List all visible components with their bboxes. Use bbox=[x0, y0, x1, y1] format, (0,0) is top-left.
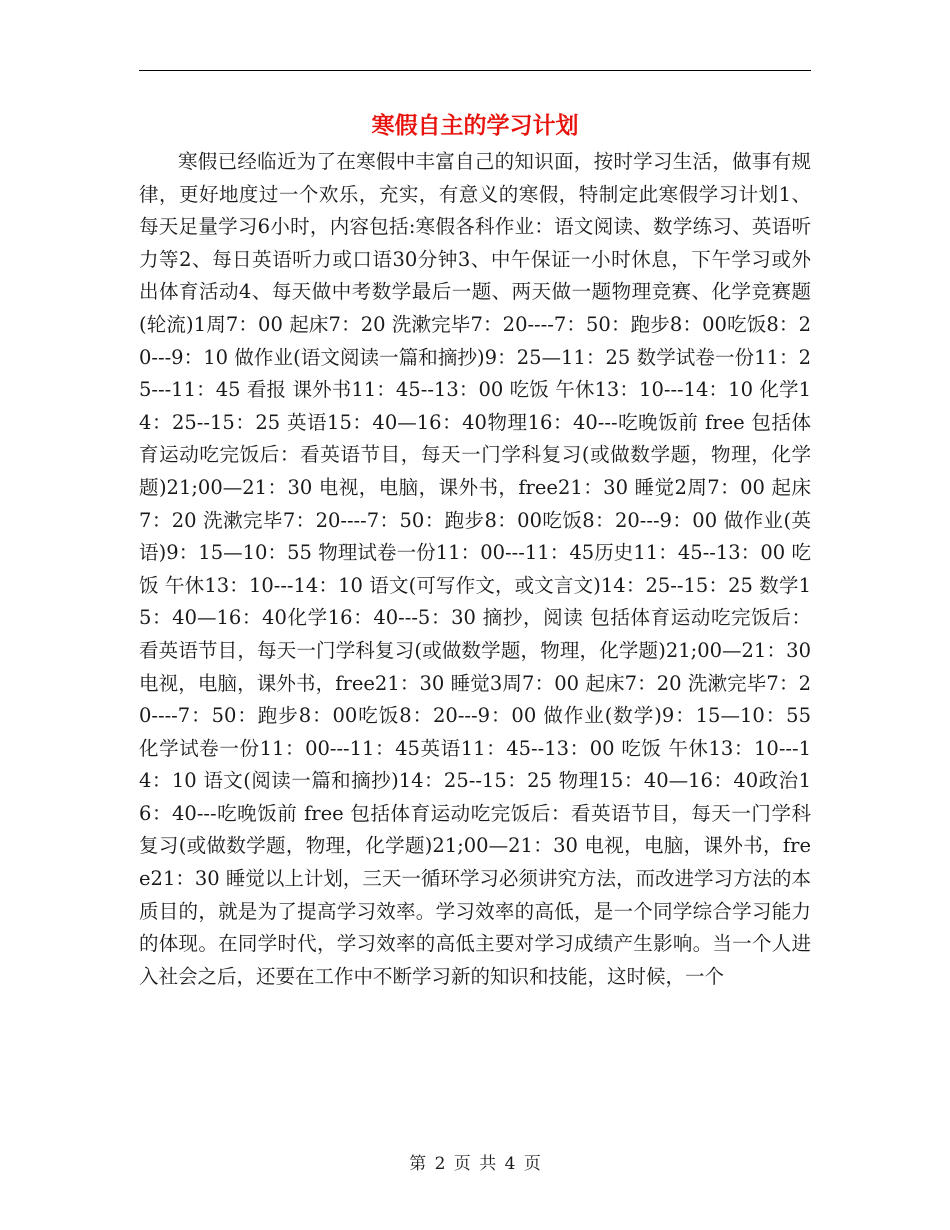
body-paragraph: 寒假已经临近为了在寒假中丰富自己的知识面，按时学习生活，做事有规律，更好地度过一个欢乐，充实，有意义的寒假，特制定此寒假学习计划1、每天足量学习6小时，内容包括:寒假各科作业：语文阅读、数学练习、英语听力等2、每日英语听力或口语30分钟3、中午保证一小时休息，下午学习或外出体育活动4、每天做中考数学最后一题、两天做一题物理竞赛、化学竞赛题(轮流)1周7：00 起床7：20 洗漱完毕7：20----7：50：跑步8：00吃饭8：20---9：10 做作业(语文阅读一篇和摘抄)9：25—11：25 数学试卷一份11：25---11：45 看报 课外书11：45--13：00 吃饭 午休13：10---14：10 化学14：25--15：25 英语15：40—16：40物理16：40---吃晚饭前 free 包括体育运动吃完饭后：看英语节目，每天一门学科复习(或做数学题，物理，化学题)21;00—21：30 电视，电脑，课外书，free21：30 睡觉2周7：00 起床7：20 洗漱完毕7：20----7：50：跑步8：00吃饭8：20---9：00 做作业(英语)9：15—10：55 物理试卷一份11：00---11：45历史11：45--13：00 吃饭 午休13：10---14：10 语文(可写作文，或文言文)14：25--15：25 数学15：40—16：40化学16：40---5：30 摘抄，阅读 包括体育运动吃完饭后：看英语节目，每天一门学科复习(或做数学题，物理，化学题)21;00—21：30 电视，电脑，课外书，free21：30 睡觉3周7：00 起床7：20 洗漱完毕7：20----7：50：跑步8：00吃饭8：20---9：00 做作业(数学)9：15—10：55 化学试卷一份11：00---11：45英语11：45--13：00 吃饭 午休13：10---14：10 语文(阅读一篇和摘抄)14：25--15：25 物理15：40—16：40政治16：40---吃晚饭前 free 包括体育运动吃完饭后：看英语节目，每天一门学科复习(或做数学题，物理，化学题)21;00—21：30 电视，电脑，课外书，free21：30 睡觉以上计划，三天一循环学习必须讲究方法，而改进学习方法的本质目的，就是为了提高学习效率。学习效率的高低，是一个同学综合学习能力的体现。在同学时代，学习效率的高低主要对学习成绩产生影响。当一个人进入社会之后，还要在工作中不断学习新的知识和技能，这时候，一个 bbox=[139, 150, 811, 988]
page-number-footer: 第 2 页 共 4 页 bbox=[409, 1154, 541, 1174]
header-rule bbox=[139, 70, 811, 71]
document-title: 寒假自主的学习计划 bbox=[371, 113, 579, 139]
